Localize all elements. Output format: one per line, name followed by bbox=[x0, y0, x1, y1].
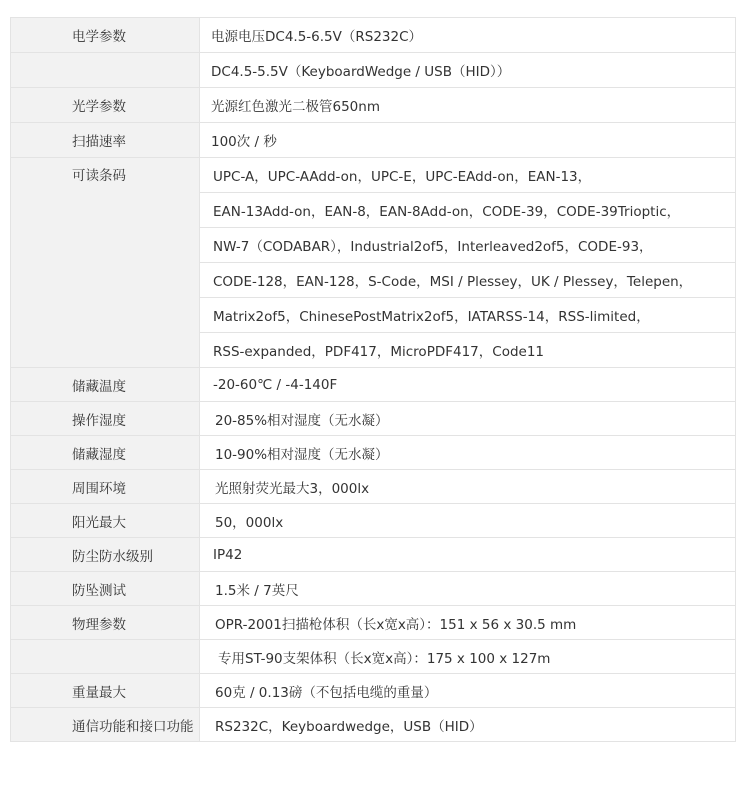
row-label: 物理参数 bbox=[11, 606, 200, 640]
table-row bbox=[11, 606, 736, 640]
row-value: 100次 / 秒 bbox=[200, 123, 736, 158]
table-row bbox=[11, 504, 736, 538]
table-row bbox=[11, 368, 736, 402]
row-label bbox=[11, 53, 200, 88]
row-label: 电学参数 bbox=[11, 18, 200, 53]
table-row bbox=[11, 53, 736, 88]
table-row bbox=[11, 123, 736, 158]
row-value: 电源电压DC4.5-6.5V（RS232C） bbox=[200, 18, 736, 53]
row-value: 专用ST-90支架体积（长x宽x高）：175 x 100 x 127m bbox=[200, 640, 736, 674]
row-label: 储藏温度 bbox=[11, 368, 200, 402]
row-value: RS232C，Keyboardwedge，USB（HID） bbox=[200, 708, 736, 742]
row-value: IP42 bbox=[200, 538, 736, 572]
row-value: -20-60℃ / -4-140F bbox=[200, 368, 736, 402]
table-row bbox=[11, 470, 736, 504]
row-value: OPR-2001扫描枪体积（长x宽x高）：151 x 56 x 30.5 mm bbox=[200, 606, 736, 640]
row-label: 通信功能和接口功能 bbox=[11, 708, 200, 742]
barcode-line: UPC-A，UPC-AAdd-on，UPC-E，UPC-EAdd-on，EAN-13， bbox=[200, 158, 736, 193]
row-label: 周围环境 bbox=[11, 470, 200, 504]
table-row bbox=[11, 158, 736, 193]
table-row bbox=[11, 88, 736, 123]
row-value: DC4.5-5.5V（KeyboardWedge / USB（HID）） bbox=[200, 53, 736, 88]
row-label: 重量最大 bbox=[11, 674, 200, 708]
row-value: 60克 / 0.13磅（不包括电缆的重量） bbox=[200, 674, 736, 708]
table-row bbox=[11, 436, 736, 470]
row-value: 20-85%相对湿度（无水凝） bbox=[200, 402, 736, 436]
row-value: 光源红色激光二极管650nm bbox=[200, 88, 736, 123]
row-label: 防坠测试 bbox=[11, 572, 200, 606]
row-label: 扫描速率 bbox=[11, 123, 200, 158]
table-row bbox=[11, 538, 736, 572]
row-label: 光学参数 bbox=[11, 88, 200, 123]
row-value: 10-90%相对湿度（无水凝） bbox=[200, 436, 736, 470]
row-value: 1.5米 / 7英尺 bbox=[200, 572, 736, 606]
table-row bbox=[11, 708, 736, 742]
row-label: 可读条码 bbox=[11, 158, 200, 368]
barcode-line: Matrix2of5，ChinesePostMatrix2of5，IATARSS-14，RSS-limited， bbox=[200, 298, 736, 333]
barcode-line: CODE-128，EAN-128，S-Code，MSI / Plessey，UK / Plessey，Telepen， bbox=[200, 263, 736, 298]
barcode-line: EAN-13Add-on，EAN-8，EAN-8Add-on，CODE-39，CODE-39Trioptic， bbox=[200, 193, 736, 228]
table-row bbox=[11, 18, 736, 53]
row-label: 阳光最大 bbox=[11, 504, 200, 538]
table-row bbox=[11, 674, 736, 708]
table-row bbox=[11, 572, 736, 606]
row-label: 防尘防水级别 bbox=[11, 538, 200, 572]
row-label: 操作湿度 bbox=[11, 402, 200, 436]
row-label bbox=[11, 640, 200, 674]
row-label: 储藏湿度 bbox=[11, 436, 200, 470]
barcode-line: NW-7（CODABAR），Industrial2of5，Interleaved2of5，CODE-93， bbox=[200, 228, 736, 263]
table-row bbox=[11, 402, 736, 436]
barcode-line: RSS-expanded，PDF417，MicroPDF417，Code11 bbox=[200, 333, 736, 368]
row-value: 50，000lx bbox=[200, 504, 736, 538]
table-row bbox=[11, 640, 736, 674]
spec-table bbox=[10, 17, 736, 742]
row-value: 光照射荧光最大3，000lx bbox=[200, 470, 736, 504]
